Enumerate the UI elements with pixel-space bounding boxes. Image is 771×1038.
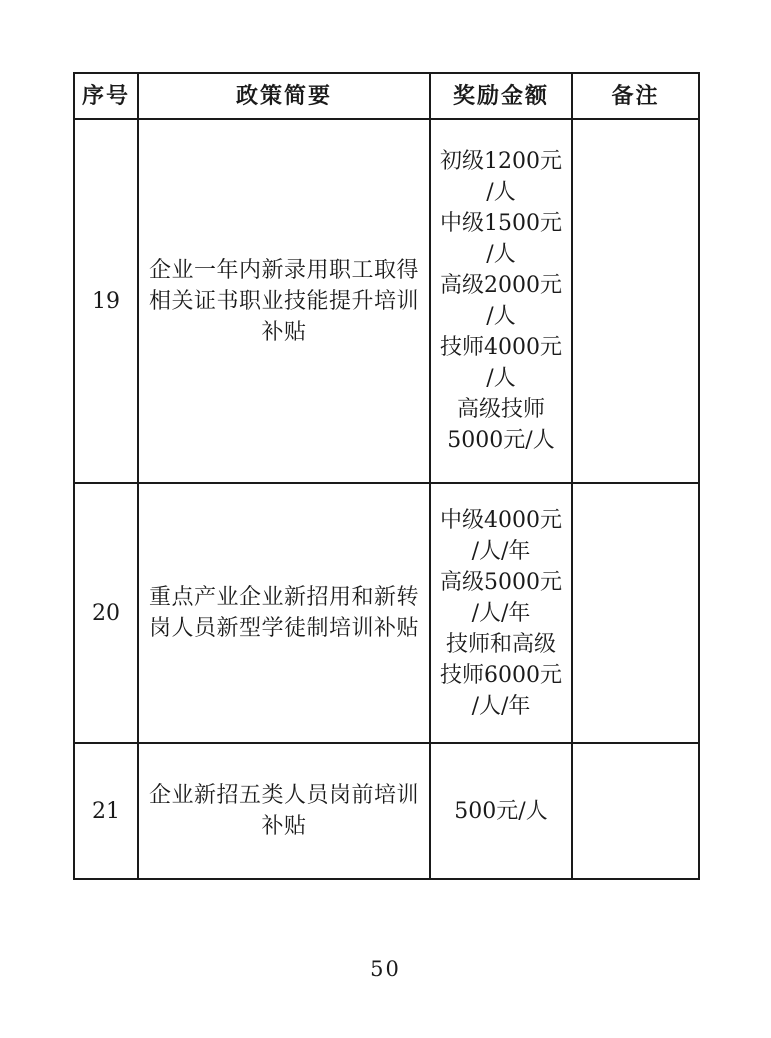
row-remarks xyxy=(572,743,699,879)
amount-line: /人 xyxy=(486,366,516,391)
amount-line: /人/年 xyxy=(471,538,531,564)
page-number: 50 xyxy=(370,957,401,981)
amount-line: 中级1500元 xyxy=(440,211,562,236)
row-policy-summary: 重点产业企业新招用和新转岗人员新型学徒制培训补贴 xyxy=(138,483,430,743)
amount-line: /人 xyxy=(486,242,516,267)
table-row xyxy=(74,743,699,879)
policy-table xyxy=(73,72,700,880)
amount-line: 500元/人 xyxy=(454,798,548,824)
amount-line: 高级5000元 xyxy=(440,569,562,595)
amount-line: 中级4000元 xyxy=(440,507,562,533)
row-remarks xyxy=(572,483,699,743)
row-serial-number: 19 xyxy=(74,119,138,483)
row-reward-amount xyxy=(430,483,572,743)
header-reward-amount: 奖励金额 xyxy=(430,73,572,119)
table-row xyxy=(74,119,699,483)
amount-line: 高级技师 xyxy=(456,397,545,422)
amount-line: 技师6000元 xyxy=(440,662,562,688)
row-reward-amount xyxy=(430,119,572,483)
row-reward-amount xyxy=(430,743,572,879)
row-policy-summary: 企业新招五类人员岗前培训补贴 xyxy=(138,743,430,879)
header-serial-number: 序号 xyxy=(74,73,138,119)
amount-line: 技师4000元 xyxy=(440,335,562,360)
table-row xyxy=(74,483,699,743)
row-remarks xyxy=(572,119,699,483)
row-serial-number: 20 xyxy=(74,483,138,743)
amount-line: 技师和高级 xyxy=(445,631,556,657)
amount-line: /人 xyxy=(486,304,516,329)
amount-line: /人/年 xyxy=(471,600,531,626)
amount-line: 高级2000元 xyxy=(440,273,562,298)
amount-line: /人/年 xyxy=(471,693,531,719)
row-policy-summary: 企业一年内新录用职工取得相关证书职业技能提升培训补贴 xyxy=(138,119,430,483)
header-remarks: 备注 xyxy=(572,73,699,119)
table-header-row xyxy=(74,73,699,119)
header-policy-summary: 政策简要 xyxy=(138,73,430,119)
amount-line: /人 xyxy=(486,180,516,205)
row-serial-number: 21 xyxy=(74,743,138,879)
amount-line: 5000元/人 xyxy=(447,428,555,453)
amount-line: 初级1200元 xyxy=(440,149,562,174)
